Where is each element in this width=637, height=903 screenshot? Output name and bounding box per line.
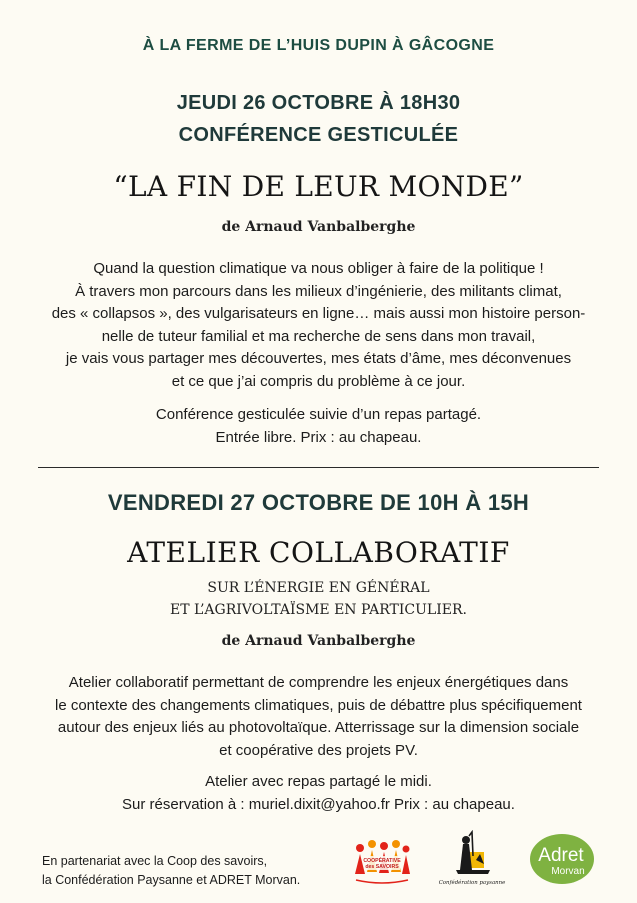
partners-text bbox=[42, 852, 300, 890]
coop-logo-text-top: COOPÉRATIVE bbox=[363, 858, 401, 864]
description-line: et ce que j’ai compris du problème à ce jour. bbox=[171, 372, 466, 390]
description-line: Atelier collaboratif permettant de comprendre les enjeux énergétiques dans bbox=[68, 674, 569, 691]
event1-title: “LA FIN DE LEUR MONDE” bbox=[113, 170, 524, 203]
event1-description bbox=[0, 258, 637, 394]
subtitle-line: SUR L’ÉNERGIE EN GÉNÉRAL bbox=[207, 580, 430, 596]
description-line: des « collapsos », des vulgarisateurs en ligne… mais aussi mon histoire person- bbox=[51, 305, 586, 323]
venue-heading: À LA FERME DE L’HUIS DUPIN À GÂCOGNE bbox=[142, 37, 495, 54]
event1-author: de Arnaud Vanbalberghe bbox=[221, 219, 416, 235]
conf-logo-text: Confédération paysanne bbox=[438, 880, 506, 886]
description-line: je vais vous partager mes découvertes, mes états d’âme, mes déconvenues bbox=[65, 350, 572, 368]
adret-morvan-logo bbox=[528, 832, 596, 886]
adret-logo-text-bottom: Morvan bbox=[551, 866, 585, 877]
event2-note bbox=[0, 771, 637, 816]
coop-logo-text-bottom: des SAVOIRS bbox=[365, 864, 399, 870]
note-line: Atelier avec repas partagé le midi. bbox=[205, 773, 432, 790]
event2-subtitle bbox=[0, 577, 637, 621]
subtitle-line: ET L’AGRIVOLTAÏSME EN PARTICULIER. bbox=[170, 602, 467, 618]
description-line: autour des enjeux liés au photovoltaïque. Atterrissage sur la dimension sociale bbox=[57, 719, 580, 737]
event2-date: VENDREDI 27 OCTOBRE DE 10H À 15H bbox=[107, 490, 530, 515]
section-divider bbox=[38, 467, 599, 468]
description-line: À travers mon parcours dans les milieux d’ingénierie, des militants climat, bbox=[75, 282, 562, 300]
coop-des-savoirs-logo bbox=[352, 836, 412, 888]
event1-note bbox=[0, 404, 637, 449]
farmer-silhouette-icon bbox=[456, 832, 490, 874]
adret-logo-text-top: Adret bbox=[538, 845, 584, 866]
description-line: Quand la question climatique va nous obliger à faire de la politique ! bbox=[93, 260, 544, 277]
note-line: Entrée libre. Prix : au chapeau. bbox=[215, 428, 422, 446]
description-line: le contexte des changements climatiques, puis de débattre plus spécifiquement bbox=[55, 696, 582, 714]
note-line: Conférence gesticulée suivie d’un repas partagé. bbox=[155, 406, 482, 423]
event1-kind: CONFÉRENCE GESTICULÉE bbox=[178, 124, 459, 146]
description-line: nelle de tuteur familial et ma recherche de sens dans mon travail, bbox=[101, 327, 536, 345]
partners-line: En partenariat avec la Coop des savoirs, bbox=[42, 854, 268, 868]
reservation-line: Sur réservation à : muriel.dixit@yahoo.fr Prix : au chapeau. bbox=[122, 795, 515, 813]
event2-description bbox=[0, 672, 637, 762]
event2-author: de Arnaud Vanbalberghe bbox=[221, 633, 416, 649]
partners-line: la Confédération Paysanne et ADRET Morvan. bbox=[42, 873, 301, 887]
event2-title: ATELIER COLLABORATIF bbox=[127, 536, 510, 569]
description-line: et coopérative des projets PV. bbox=[219, 741, 418, 759]
confederation-paysanne-logo bbox=[436, 830, 508, 890]
event1-date: JEUDI 26 OCTOBRE À 18H30 bbox=[176, 92, 461, 114]
